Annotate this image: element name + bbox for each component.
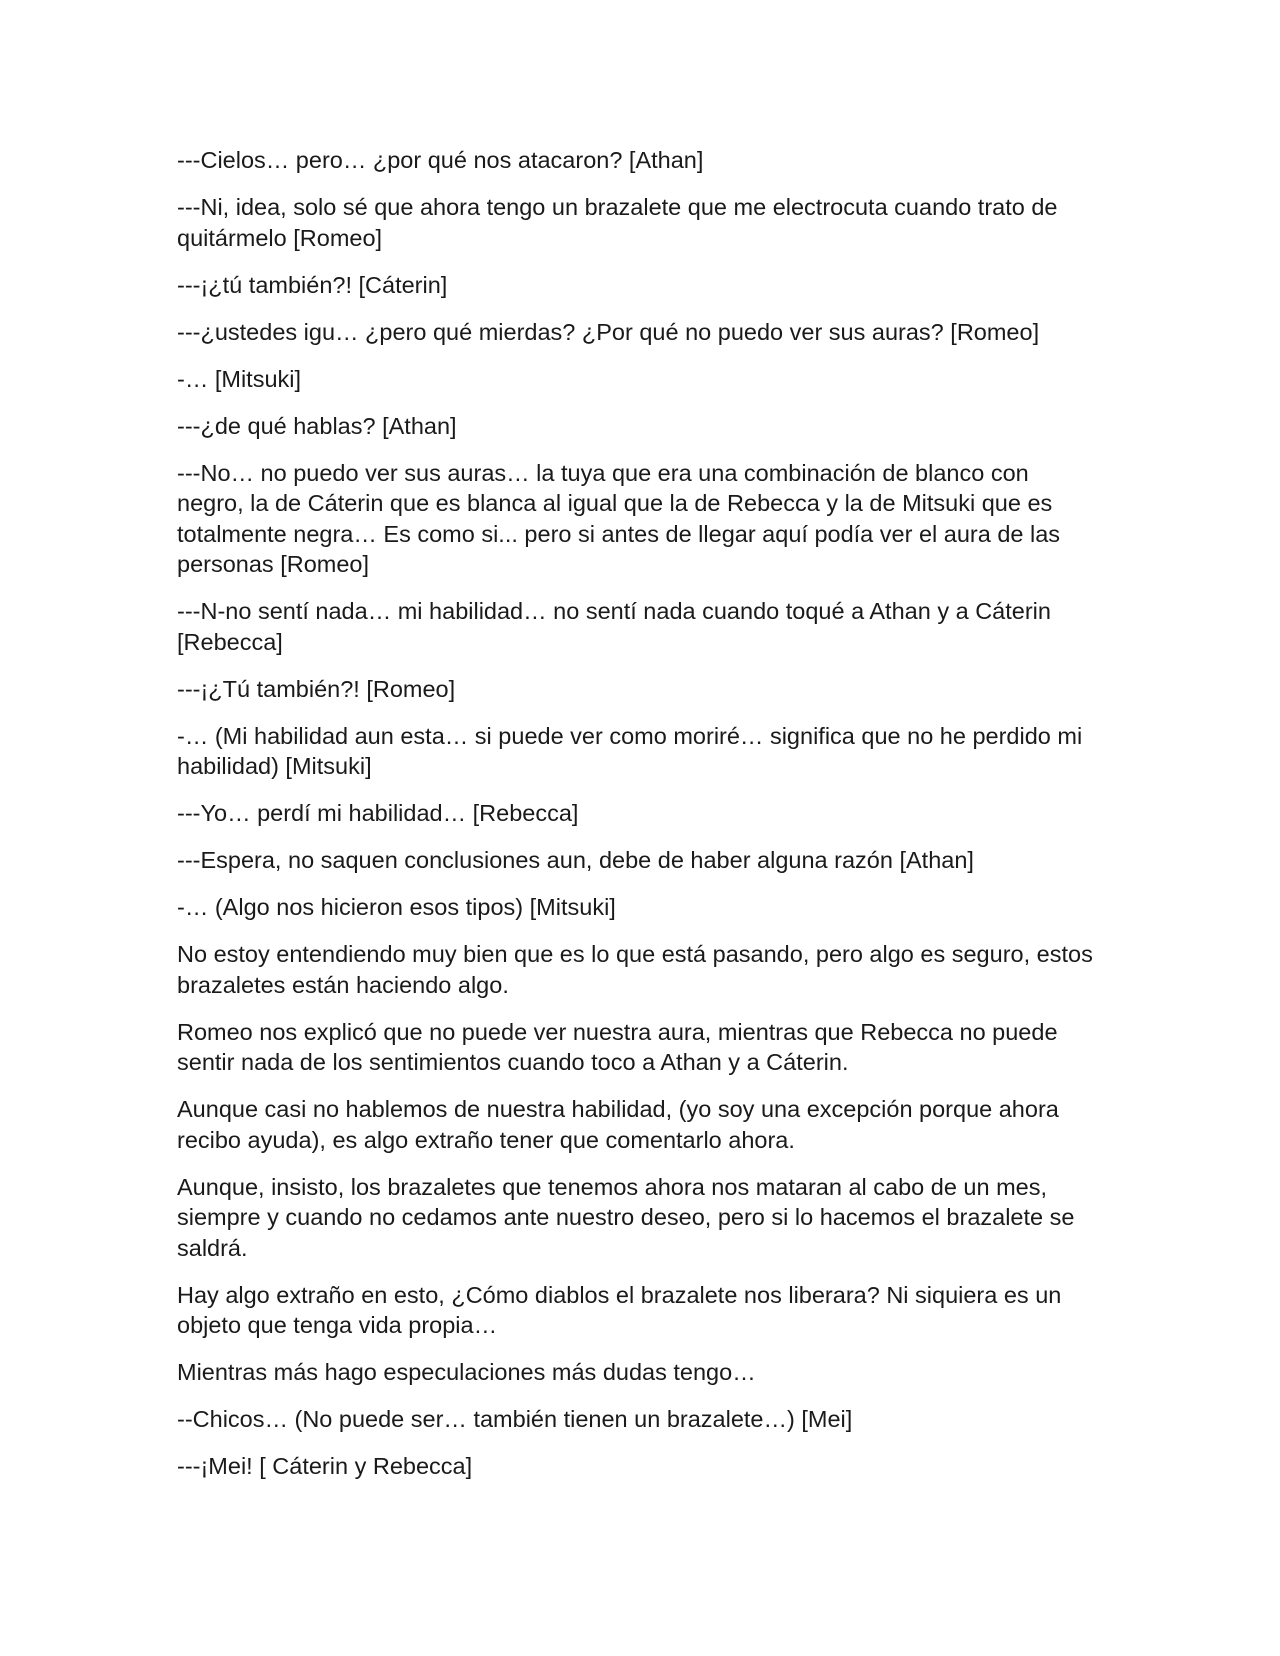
dialogue-line: -… (Mi habilidad aun esta… si puede ver como moriré… significa que no he perdido mi habilidad) [Mitsuki] (177, 722, 1083, 779)
narration-paragraph: No estoy entendiendo muy bien que es lo que está pasando, pero algo es seguro, estos brazaletes están haciendo algo. (177, 941, 1093, 998)
dialogue-line: ---No… no puedo ver sus auras… la tuya que era una combinación de blanco con negro, la de Cáterin que es blanca al igual que la de Rebecca y la de Mitsuki que es totalmente negra… Es como si... pero si antes de llegar aquí podía ver el aura de las personas [Romeo] (177, 459, 1061, 577)
narration-paragraph: Aunque, insisto, los brazaletes que tenemos ahora nos mataran al cabo de un mes, siempre y cuando no cedamos ante nuestro deseo, pero si lo hacemos el brazalete se saldrá. (177, 1173, 1075, 1261)
dialogue-line: -… [Mitsuki] (177, 365, 302, 392)
dialogue-line: ---Cielos… pero… ¿por qué nos atacaron? [Athan] (177, 147, 704, 173)
dialogue-line: ---Ni, idea, solo sé que ahora tengo un brazalete que me electrocuta cuando trato de quitármelo [Romeo] (177, 194, 1058, 251)
narration-paragraph: Hay algo extraño en esto, ¿Cómo diablos el brazalete nos liberara? Ni siquiera es un objeto que tenga vida propia… (177, 1281, 1062, 1338)
dialogue-line: ---Yo… perdí mi habilidad… [Rebecca] (177, 800, 579, 826)
dialogue-line: ---¡¿tú también?! [Cáterin] (177, 271, 448, 298)
dialogue-line: ---N-no sentí nada… mi habilidad… no sentí nada cuando toqué a Athan y a Cáterin [Rebecca] (177, 598, 1051, 655)
dialogue-line: -… (Algo nos hicieron esos tipos) [Mitsuki] (177, 894, 616, 920)
dialogue-line: --Chicos… (No puede ser… también tienen un brazalete…) [Mei] (177, 1406, 853, 1432)
dialogue-line: ---¡¿Tú también?! [Romeo] (177, 675, 456, 702)
document-body (177, 145, 1097, 1498)
dialogue-line: ---¿de qué hablas? [Athan] (177, 412, 457, 439)
narration-paragraph: Mientras más hago especulaciones más dudas tengo… (177, 1359, 756, 1385)
dialogue-line: ---¿ustedes igu… ¿pero qué mierdas? ¿Por qué no puedo ver sus auras? [Romeo] (177, 318, 1040, 345)
dialogue-line: ---Espera, no saquen conclusiones aun, debe de haber alguna razón [Athan] (177, 847, 974, 873)
narration-paragraph: Romeo nos explicó que no puede ver nuestra aura, mientras que Rebecca no puede sentir nada de los sentimientos cuando toco a Athan y a Cáterin. (177, 1018, 1058, 1075)
narration-paragraph: Aunque casi no hablemos de nuestra habilidad, (yo soy una excepción porque ahora recibo ayuda), es algo extraño tener que comentarlo ahora. (177, 1096, 1059, 1153)
dialogue-line: ---¡Mei! [ Cáterin y Rebecca] (177, 1453, 473, 1479)
